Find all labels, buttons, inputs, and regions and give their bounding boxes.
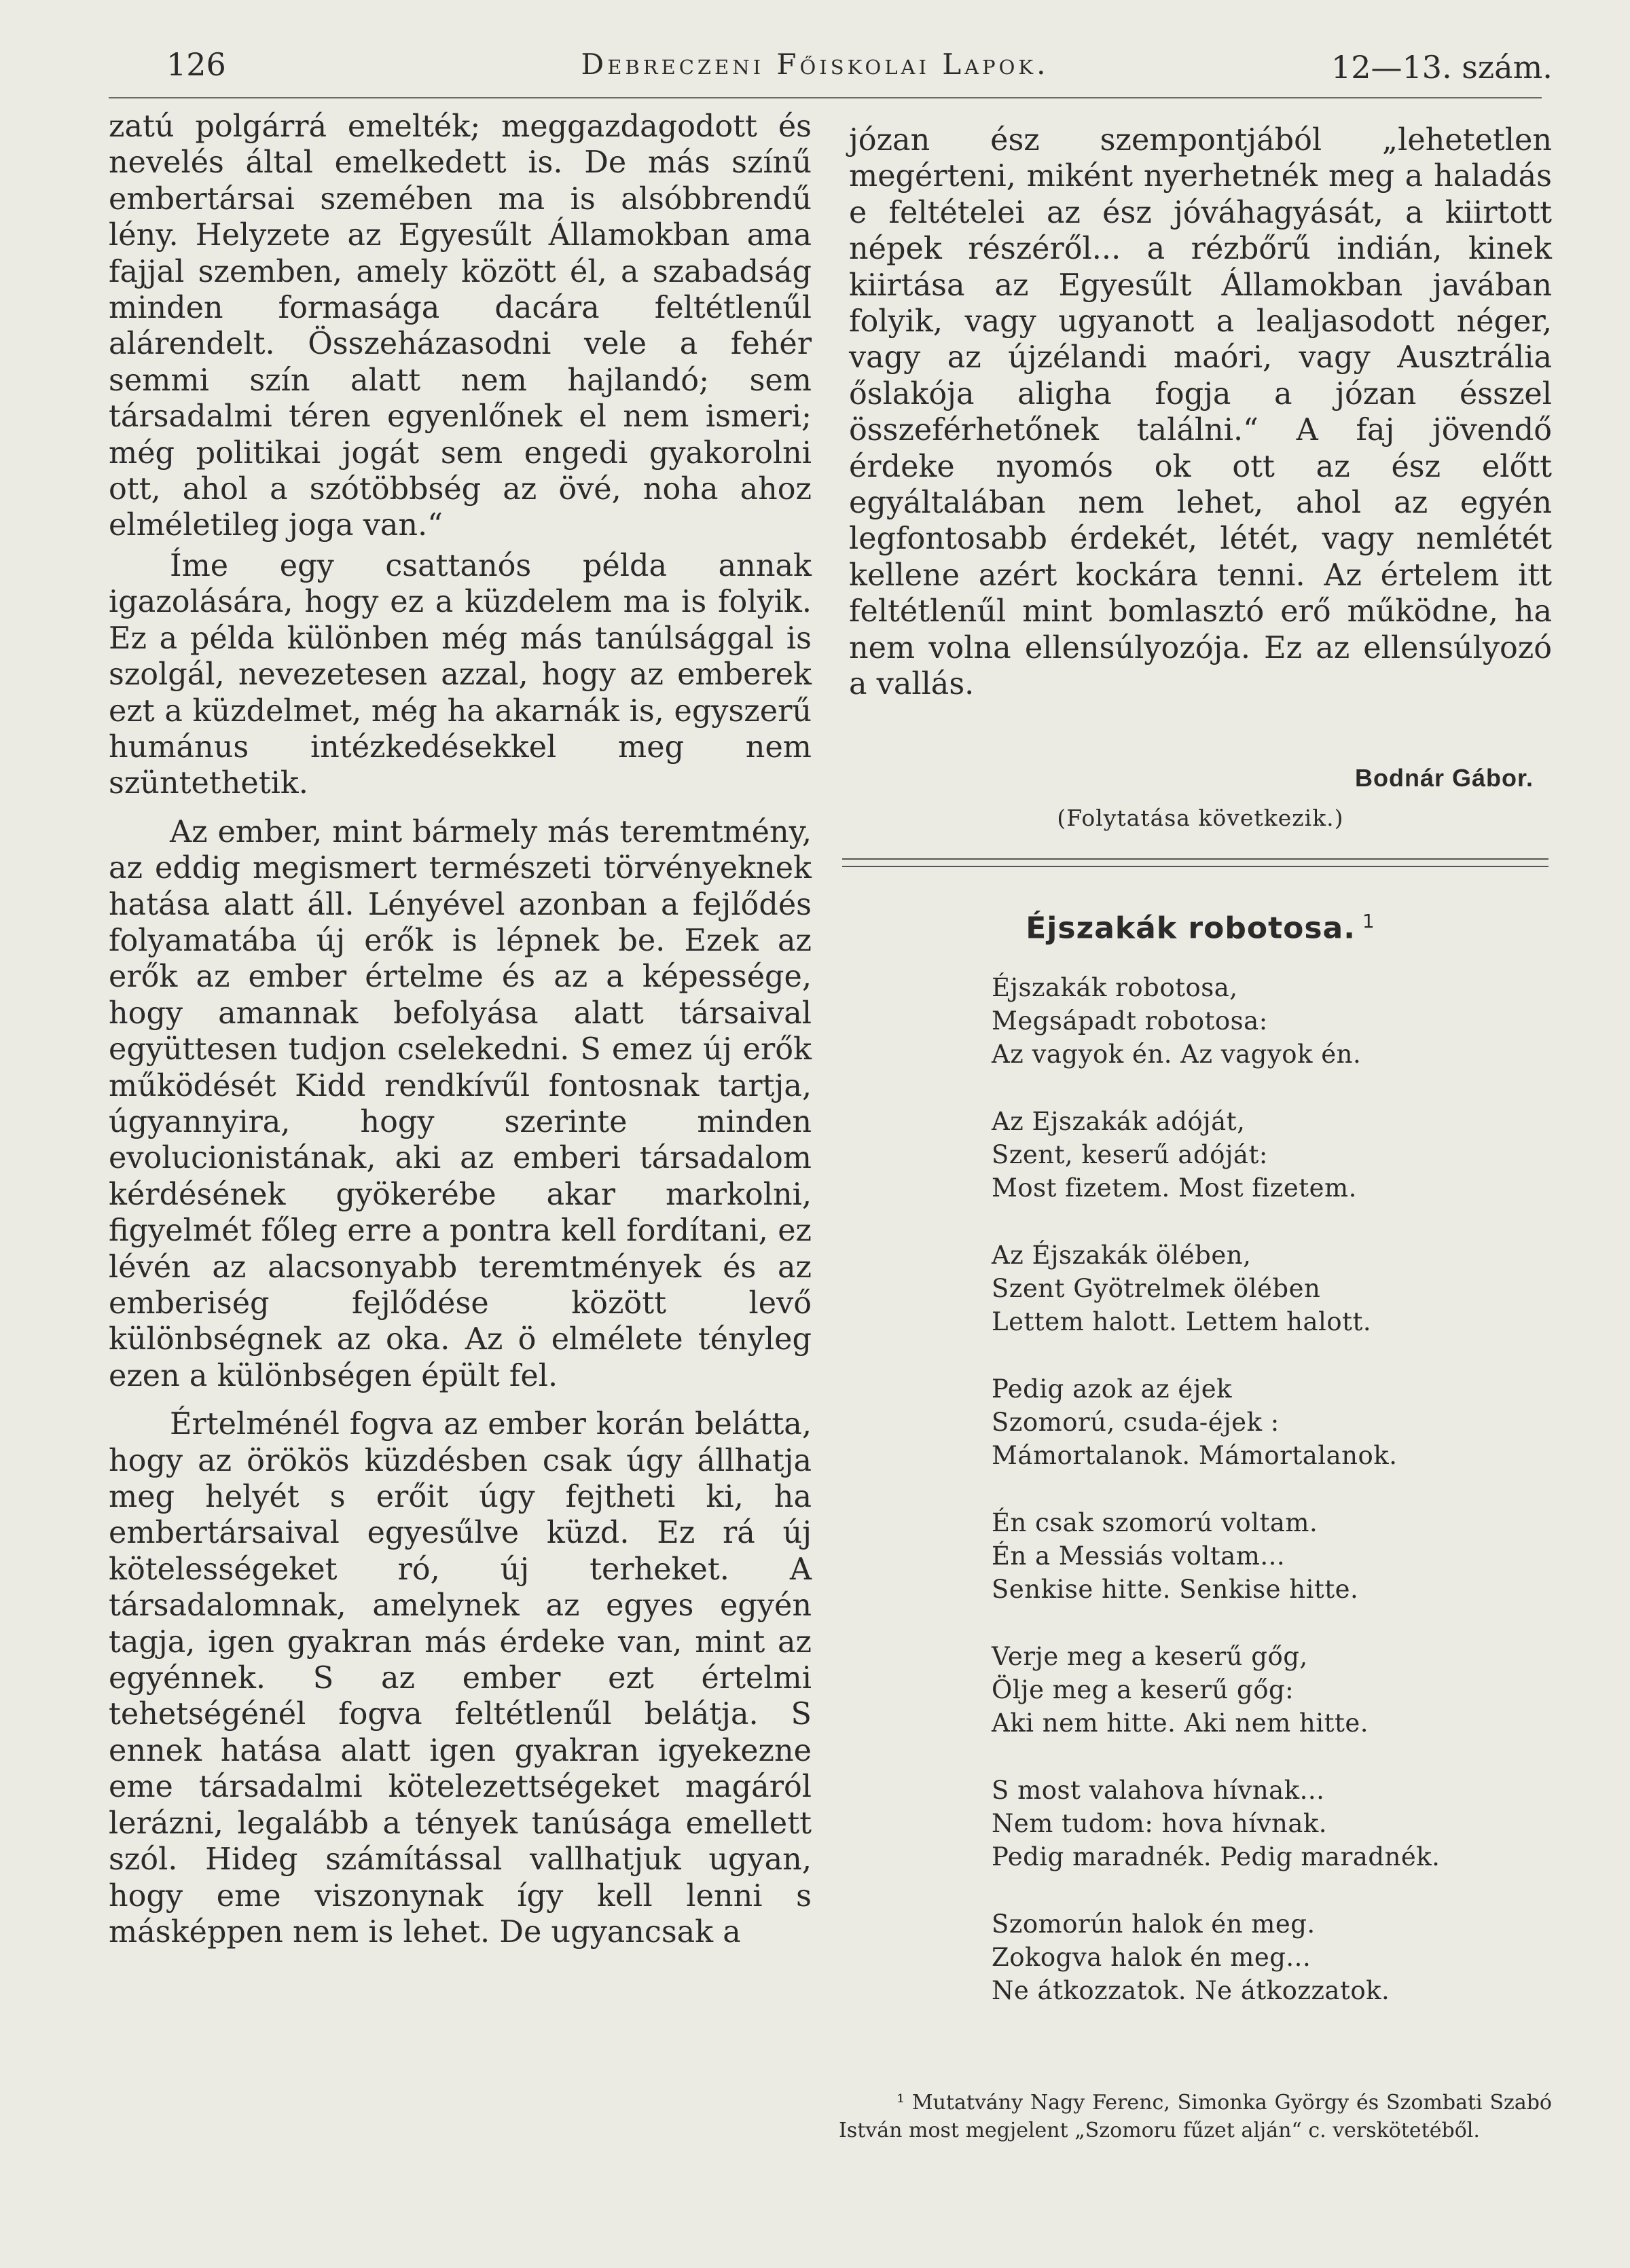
poem-line: Lettem halott. Lettem halott. bbox=[992, 1307, 1372, 1336]
poem-title bbox=[849, 910, 1552, 946]
continuation-note: (Folytatása következik.) bbox=[1057, 805, 1344, 831]
stanza bbox=[992, 971, 1440, 1071]
poem-line: Én csak szomorú voltam. bbox=[992, 1508, 1318, 1537]
stanza bbox=[992, 1239, 1440, 1338]
poem-line: Ölje meg a keserű gőg: bbox=[992, 1675, 1294, 1704]
running-title: Debreczeni Főiskolai Lapok. bbox=[581, 48, 1049, 81]
poem-line: Szent Gyötrelmek ölében bbox=[992, 1274, 1321, 1303]
page-number: 126 bbox=[166, 46, 226, 83]
stanza bbox=[992, 1506, 1440, 1606]
poem bbox=[992, 971, 1440, 2041]
poem-title-text: Éjszakák robotosa. bbox=[1026, 911, 1356, 946]
left-column bbox=[109, 109, 812, 1950]
right-column bbox=[849, 122, 1552, 703]
stanza bbox=[992, 1774, 1440, 1873]
poem-line: Ne átkozzatok. Ne átkozzatok. bbox=[992, 1976, 1390, 2005]
poem-line: Én a Messiás voltam... bbox=[992, 1541, 1286, 1571]
paragraph: józan ész szempontjából „lehetetlen megérteni, miként nyerhetnék meg a haladás e feltételei az ész jóváhagyását, a kiirtott népek részéről... a rézbőrű indián, kinek kiirtása az Egyesűlt Államokban javában folyik, vagy ugyanott a lealjasodott néger, vagy az újzélandi maóri, vagy Ausztrália őslakója aligha fogja a józan ésszel összeférhetőnek találni.“ A faj jövendő érdeke nyomós ok ott az ész előtt egyáltalában nem lehet, ahol az egyén legfontosabb érdekét, létét, vagy nemlétét kellene azért kockára tenni. Az értelem itt feltétlenűl mint bomlasztó erő működne, ha nem volna ellensúlyozója. Ez az ellensúlyozó a vallás. bbox=[849, 123, 1552, 702]
poem-line: Aki nem hitte. Aki nem hitte. bbox=[992, 1708, 1369, 1738]
poem-line: Mámortalanok. Mámortalanok. bbox=[992, 1441, 1398, 1470]
stanza bbox=[992, 1372, 1440, 1472]
footnote-marker: 1 bbox=[1362, 910, 1375, 932]
poem-line: Szomorún halok én meg. bbox=[992, 1909, 1316, 1939]
poem-line: Szent, keserű adóját: bbox=[992, 1140, 1268, 1169]
poem-line: Megsápadt robotosa: bbox=[992, 1006, 1268, 1036]
paragraph: Íme egy csattanós példa annak igazolására, hogy ez a küzdelem ma is folyik. Ez a példa különben még más tanúlsággal is szolgál, nevezetesen azzal, hogy az emberek ezt a küzdelmet, még ha akarnák is, egyszerű humánus intézkedésekkel meg nem szüntethetik. bbox=[109, 548, 812, 801]
stanza bbox=[992, 1105, 1440, 1205]
stanza bbox=[992, 1640, 1440, 1740]
poem-line: Éjszakák robotosa, bbox=[992, 973, 1238, 1002]
poem-line: Most fizetem. Most fizetem. bbox=[992, 1173, 1357, 1203]
paragraph: Az ember, mint bármely más teremtmény, az eddig megismert természeti törvényeknek hatása alatt áll. Lényével azonban a fejlődés folyamatába új erők is lépnek be. Ezek az erők az ember értelme és az a képessége, hogy amannak befolyása alatt társaival együttesen tudjon cselekedni. S emez új erők működését Kidd rendkívűl fontosnak tartja, úgyannyira, hogy szerinte minden evolucionistának, aki az emberi társadalom kérdésének gyökerébe akar markolni, figyelmét főleg erre a pontra kell fordítani, ez lévén az alacsonyabb teremtmények és az emberiség fejlődése között levő különbségnek az oka. Az ö elmélete tényleg ezen a különbségen épült fel. bbox=[109, 814, 812, 1393]
poem-line: Zokogva halok én meg... bbox=[992, 1943, 1311, 1972]
poem-line: Verje meg a keserű gőg, bbox=[992, 1642, 1308, 1671]
paragraph: Értelménél fogva az ember korán belátta, hogy az örökös küzdésben csak úgy állhatja meg helyét s erőit úgy fejtheti ki, ha embertársaival egyesűlve küzd. Ez rá új kötelességeket ró, új terheket. A társadalomnak, amelynek az egyes egyén tagja, igen gyakran más érdeke van, mint az egyénnek. S az ember ezt értelmi tehetségénél fogva feltétlenűl belátja. S ennek hatása alatt igen gyakran igyekezne eme társadalmi kötelezettségeket magáról lerázni, legalább a tények tanúsága emellett szól. Hideg számítással vallhatjuk ugyan, hogy eme viszonynak így kell lenni s másképpen nem is lehet. De ugyancsak a bbox=[109, 1407, 812, 1950]
poem-line: Szomorú, csuda-éjek : bbox=[992, 1408, 1280, 1437]
section-divider bbox=[842, 858, 1548, 867]
poem-line: Az vagyok én. Az vagyok én. bbox=[992, 1040, 1362, 1069]
poem-line: Pedig azok az éjek bbox=[992, 1374, 1233, 1404]
poem-line: S most valahova hívnak... bbox=[992, 1776, 1325, 1805]
footnote bbox=[839, 2089, 1552, 2144]
footnote-text: ¹ Mutatvány Nagy Ferenc, Simonka György és Szombati Szabó István most megjelent „Szomoru fűzet alján“ c. verskötetéből. bbox=[839, 2091, 1552, 2142]
poem-line: Az Ejszakák adóját, bbox=[992, 1107, 1246, 1136]
poem-line: Pedig maradnék. Pedig maradnék. bbox=[992, 1842, 1441, 1871]
issue-number: 12—13. szám. bbox=[1331, 49, 1553, 86]
paragraph: zatú polgárrá emelték; meggazdagodott és nevelés által emelkedett is. De más színű embertársai szemében ma is alsóbbrendű lény. Helyzete az Egyesűlt Államokban ama fajjal szemben, amely között él, a szabadság minden formasága dacára feltétlenűl alárendelt. Összeházasodni vele a fehér semmi szín alatt nem hajlandó; sem társadalmi téren egyenlőnek el nem ismeri; még politikai jogát sem engedi gyakorolni ott, ahol a szótöbbség az övé, noha ahoz elméletileg joga van.“ bbox=[109, 109, 812, 543]
poem-line: Az Éjszakák ölében, bbox=[992, 1241, 1252, 1270]
poem-line: Nem tudom: hova hívnak. bbox=[992, 1809, 1328, 1838]
poem-line: Senkise hitte. Senkise hitte. bbox=[992, 1575, 1359, 1604]
stanza bbox=[992, 1907, 1440, 2007]
article-author: Bodnár Gábor. bbox=[1354, 764, 1534, 792]
header-rule bbox=[109, 97, 1542, 98]
